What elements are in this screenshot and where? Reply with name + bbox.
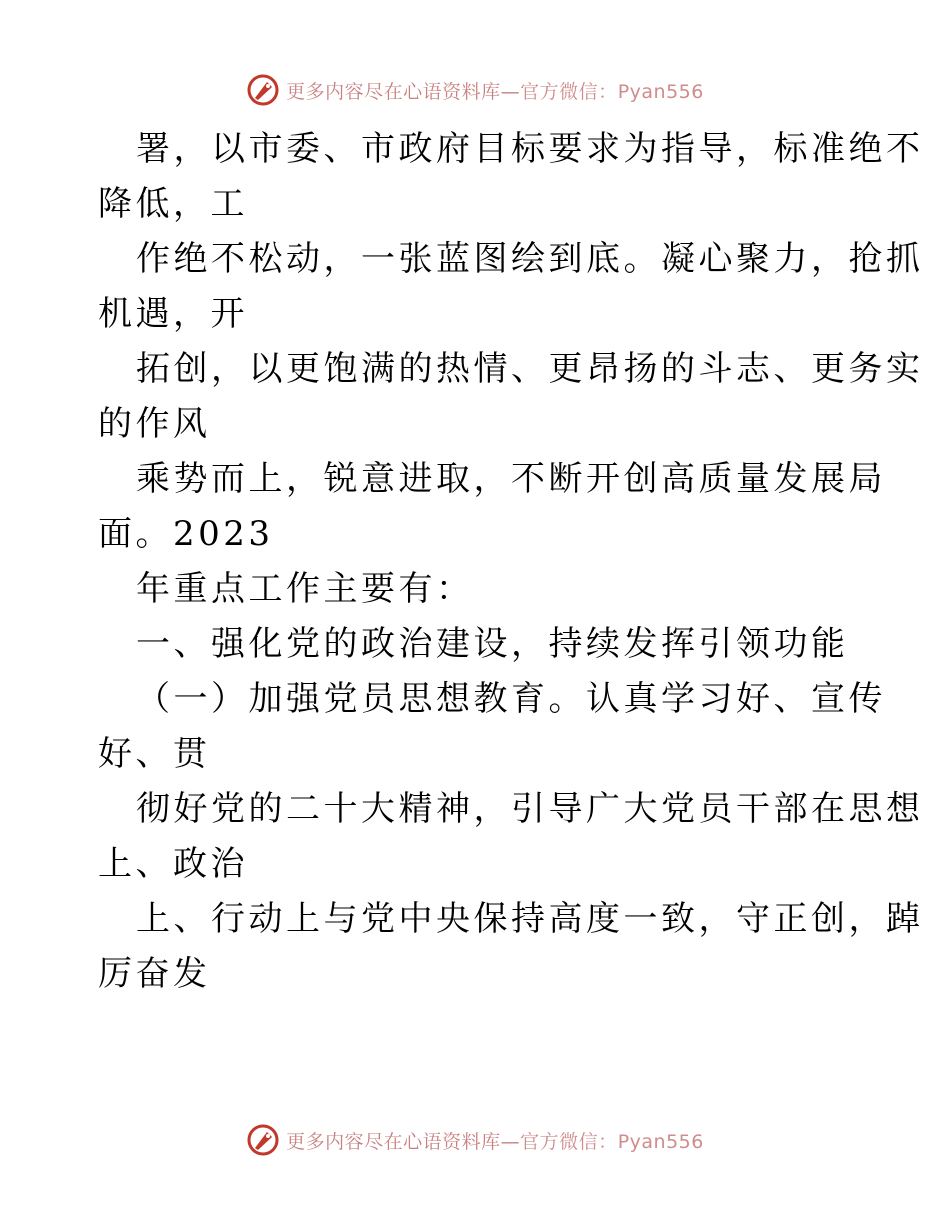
text-line: 好、贯 bbox=[98, 734, 211, 774]
text-line: 年重点工作主要有： bbox=[136, 569, 474, 609]
pen-nib-logo-icon bbox=[246, 1123, 280, 1157]
text-line: 一、强化党的政治建设，持续发挥引领功能 bbox=[136, 624, 849, 664]
text-line: （一）加强党员思想教育。认真学习好、宣传 bbox=[136, 679, 886, 719]
text-line: 机遇，开 bbox=[98, 294, 248, 334]
watermark-text: 更多内容尽在心语资料库—官方微信：Pyan556 bbox=[286, 80, 704, 103]
text-line: 厉奋发 bbox=[98, 954, 211, 994]
footer-watermark-banner bbox=[0, 1120, 950, 1160]
text-line: 降低，工 bbox=[98, 184, 248, 224]
document-body bbox=[98, 122, 924, 1002]
text-line: 署，以市委、市政府目标要求为指导，标准绝不 bbox=[136, 129, 924, 169]
text-line: 面。2023 bbox=[98, 514, 274, 554]
watermark-text: 更多内容尽在心语资料库—官方微信：Pyan556 bbox=[286, 1130, 704, 1153]
text-line: 乘势而上，锐意进取，不断开创高质量发展局 bbox=[136, 459, 886, 499]
header-watermark-banner bbox=[0, 70, 950, 110]
text-line: 的作风 bbox=[98, 404, 211, 444]
text-line: 上、行动上与党中央保持高度一致，守正创，踔 bbox=[136, 899, 924, 939]
text-line: 拓创，以更饱满的热情、更昂扬的斗志、更务实 bbox=[136, 349, 924, 389]
pen-nib-logo-icon bbox=[246, 73, 280, 107]
text-line: 作绝不松动，一张蓝图绘到底。凝心聚力，抢抓 bbox=[136, 239, 924, 279]
text-line: 上、政治 bbox=[98, 844, 248, 884]
text-line: 彻好党的二十大精神，引导广大党员干部在思想 bbox=[136, 789, 924, 829]
